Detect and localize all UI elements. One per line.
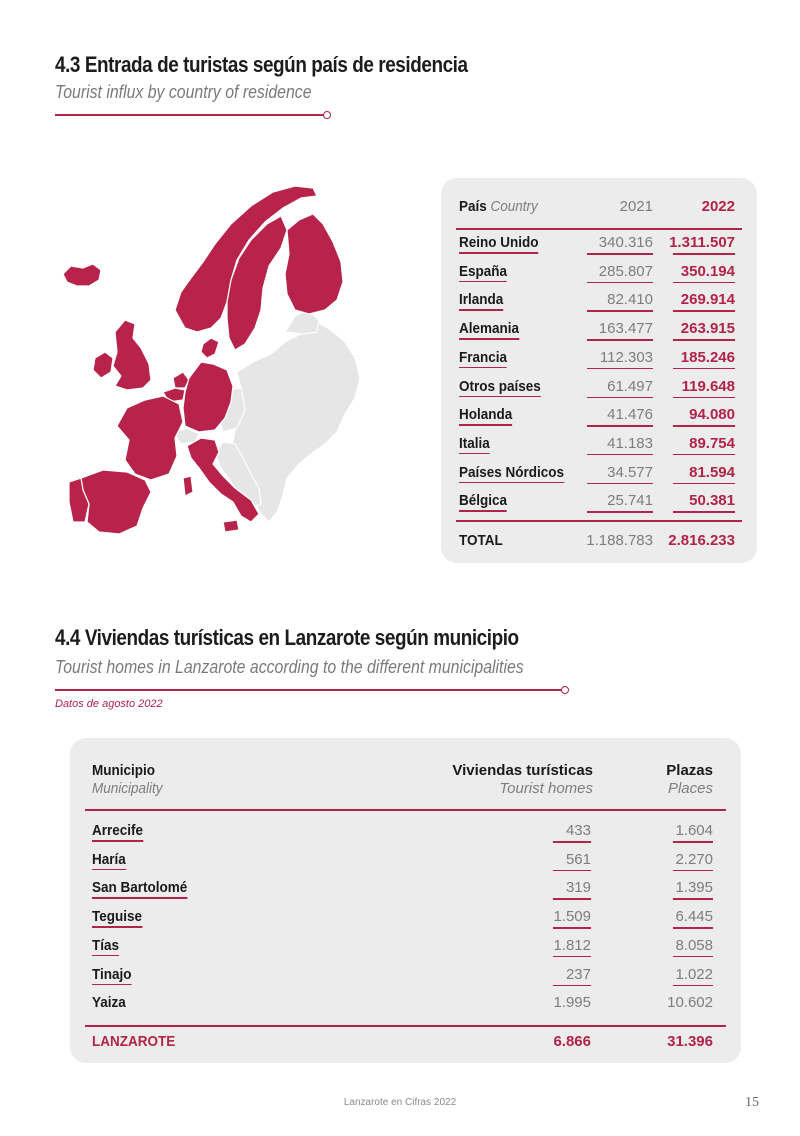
- places-value: 10.602: [667, 994, 713, 1012]
- places-underline: [673, 841, 713, 843]
- value-2022: 81.594: [689, 463, 735, 481]
- value-2022: 1.311.507: [669, 234, 735, 251]
- homes-underline: [553, 985, 591, 987]
- value-2021: 112.303: [599, 348, 653, 366]
- europe-map: [55, 182, 375, 542]
- value-2021: 61.497: [607, 377, 653, 395]
- row-underline: [92, 897, 187, 899]
- municipality-name-text: Haría: [92, 850, 126, 868]
- value-2022: 94.080: [689, 406, 735, 424]
- homes-underline: [553, 841, 591, 843]
- municipality-name: [92, 994, 126, 1011]
- total-homes: 6.866: [553, 1033, 591, 1050]
- places-underline: [673, 956, 713, 958]
- municipality-name: [92, 937, 119, 957]
- row-underline: [92, 984, 132, 986]
- row-underline: [459, 367, 507, 369]
- row-underline: [459, 252, 538, 254]
- homes-underline: [553, 870, 591, 872]
- total-2021: 1.188.783: [586, 532, 653, 549]
- places-value: 8.058: [675, 936, 713, 954]
- value-2022-underline: [673, 425, 735, 427]
- municipality-name: [92, 879, 187, 899]
- value-2021-underline: [587, 511, 653, 513]
- total-places: 31.396: [667, 1033, 713, 1050]
- row-underline: [459, 396, 541, 398]
- value-2022: 185.246: [680, 348, 735, 366]
- header-places: Places: [667, 780, 713, 797]
- header-municipality: Municipality: [92, 780, 163, 797]
- homes-value: 237: [565, 965, 591, 983]
- value-2021: 25.741: [607, 492, 653, 510]
- header-viviendas: Viviendas turísticas: [452, 762, 593, 779]
- country-name: [459, 263, 507, 283]
- value-2021-underline: [587, 282, 653, 284]
- row-underline: [459, 510, 507, 512]
- total-separator: [456, 520, 742, 522]
- value-2022: 269.914: [680, 291, 735, 309]
- value-2021: 41.476: [607, 406, 653, 424]
- total-label: TOTAL: [459, 532, 503, 549]
- region-ireland: [93, 352, 113, 378]
- section-subtitle: Tourist influx by country of residence: [55, 82, 312, 102]
- value-2021-underline: [587, 425, 653, 427]
- value-2021: 34.577: [607, 463, 653, 481]
- places-value: 2.270: [675, 850, 713, 868]
- places-value: 1.022: [675, 965, 713, 983]
- title-rule: [55, 114, 325, 116]
- value-2022: 50.381: [689, 492, 735, 510]
- country-name-text: Otros países: [459, 377, 541, 395]
- value-2021-underline: [587, 454, 653, 456]
- row-underline: [92, 840, 143, 842]
- country-name-text: Italia: [459, 434, 490, 452]
- places-underline: [673, 898, 713, 900]
- country-name: [459, 234, 538, 254]
- value-2022-underline: [673, 253, 735, 255]
- municipality-name-text: Arrecife: [92, 822, 144, 839]
- value-2021: 340.316: [598, 234, 653, 251]
- places-underline: [673, 870, 713, 872]
- country-name-text: Países Nórdicos: [459, 463, 565, 481]
- municipality-name-text: San Bartolomé: [92, 879, 188, 897]
- country-name: [459, 406, 512, 426]
- municipality-name: [92, 966, 132, 986]
- total-separator-2: [85, 1025, 726, 1027]
- value-2021-underline: [587, 339, 653, 341]
- row-underline: [459, 482, 564, 484]
- homes-value: 433: [565, 822, 591, 839]
- municipality-name: [92, 822, 143, 842]
- total-lanzarote-label: LANZAROTE: [92, 1033, 176, 1050]
- homes-value: 319: [565, 879, 591, 897]
- header-separator-2: [85, 809, 726, 811]
- places-underline: [673, 985, 713, 987]
- municipality-name: [92, 851, 126, 871]
- header-country-es: País: [459, 198, 487, 215]
- places-value: 1.604: [675, 822, 713, 839]
- value-2022-underline: [673, 310, 735, 312]
- country-name-text: Bélgica: [459, 492, 508, 510]
- homes-underline: [553, 927, 591, 929]
- homes-table: [70, 738, 741, 1063]
- region-iceland: [63, 264, 101, 286]
- municipality-name-text: Tinajo: [92, 965, 132, 983]
- homes-underline: [553, 898, 591, 900]
- value-2022-underline: [673, 368, 735, 370]
- row-underline: [459, 453, 490, 455]
- row-underline: [92, 955, 119, 957]
- country-name: [459, 349, 507, 369]
- country-name: [459, 320, 519, 340]
- value-2021-underline: [587, 368, 653, 370]
- footer-text: Lanzarote en Cifras 2022: [343, 1097, 457, 1108]
- row-underline: [459, 338, 519, 340]
- value-2022-underline: [673, 454, 735, 456]
- region-finland: [285, 214, 343, 314]
- row-underline: [92, 869, 126, 871]
- region-baltics: [285, 310, 319, 334]
- section-title: 4.3 Entrada de turistas según país de residencia: [55, 52, 468, 77]
- header-country-en: Country: [490, 198, 538, 215]
- homes-value: 1.509: [553, 908, 591, 926]
- page-number: 15: [745, 1095, 759, 1110]
- value-2022-underline: [673, 397, 735, 399]
- row-underline: [92, 926, 142, 928]
- municipality-name-text: Tías: [92, 936, 120, 954]
- header-plazas: Plazas: [666, 762, 713, 779]
- value-2021: 41.183: [607, 434, 653, 452]
- row-underline: [459, 281, 507, 283]
- country-name: [459, 435, 490, 455]
- value-2021: 285.807: [598, 262, 653, 280]
- total-2022: 2.816.233: [668, 532, 735, 549]
- value-2021: 163.477: [598, 320, 653, 338]
- country-table: [441, 178, 757, 563]
- places-underline: [673, 927, 713, 929]
- country-name-text: Francia: [459, 348, 508, 366]
- homes-value: 1.812: [553, 936, 591, 954]
- country-name-text: Irlanda: [459, 291, 504, 309]
- section-title-2: 4.4 Viviendas turísticas en Lanzarote según municipio: [55, 625, 519, 650]
- row-underline: [459, 424, 512, 426]
- section-subtitle-2: Tourist homes in Lanzarote according to the different municipalities: [55, 657, 524, 677]
- region-sicily: [223, 520, 239, 532]
- header-country: [459, 198, 538, 215]
- homes-underline: [553, 956, 591, 958]
- value-2021-underline: [587, 253, 653, 255]
- value-2022-underline: [673, 282, 735, 284]
- title-rule-2: [55, 689, 563, 691]
- value-2022: 89.754: [689, 434, 735, 452]
- value-2021-underline: [587, 483, 653, 485]
- country-name-text: Reino Unido: [459, 234, 539, 251]
- header-2022: 2022: [701, 198, 735, 215]
- homes-value: 1.995: [553, 994, 591, 1012]
- row-underline: [459, 309, 503, 311]
- country-name-text: España: [459, 262, 508, 280]
- country-name-text: Holanda: [459, 406, 513, 424]
- country-name-text: Alemania: [459, 320, 520, 338]
- data-note: Datos de agosto 2022: [55, 698, 163, 710]
- value-2021-underline: [587, 310, 653, 312]
- region-uk: [113, 320, 151, 390]
- region-denmark: [201, 338, 219, 358]
- places-value: 1.395: [675, 879, 713, 897]
- value-2022: 350.194: [680, 262, 735, 280]
- places-value: 6.445: [675, 908, 713, 926]
- value-2022: 119.648: [681, 377, 735, 395]
- region-sardinia: [183, 476, 193, 496]
- municipality-name: [92, 908, 142, 928]
- header-2021: 2021: [619, 198, 653, 215]
- country-name: [459, 378, 541, 398]
- value-2022-underline: [673, 483, 735, 485]
- country-name: [459, 464, 564, 484]
- homes-value: 561: [565, 850, 591, 868]
- value-2022: 263.915: [680, 320, 735, 338]
- region-france: [117, 396, 183, 480]
- municipality-name-text: Yaiza: [92, 994, 126, 1012]
- header-separator: [456, 228, 742, 230]
- value-2021-underline: [587, 397, 653, 399]
- country-name: [459, 291, 503, 311]
- value-2021: 82.410: [607, 291, 653, 309]
- header-municipio: Municipio: [92, 762, 155, 779]
- value-2022-underline: [673, 511, 735, 513]
- value-2022-underline: [673, 339, 735, 341]
- region-spain: [81, 470, 151, 534]
- header-tourist-homes: Tourist homes: [499, 780, 593, 797]
- municipality-name-text: Teguise: [92, 908, 143, 926]
- country-name: [459, 492, 507, 512]
